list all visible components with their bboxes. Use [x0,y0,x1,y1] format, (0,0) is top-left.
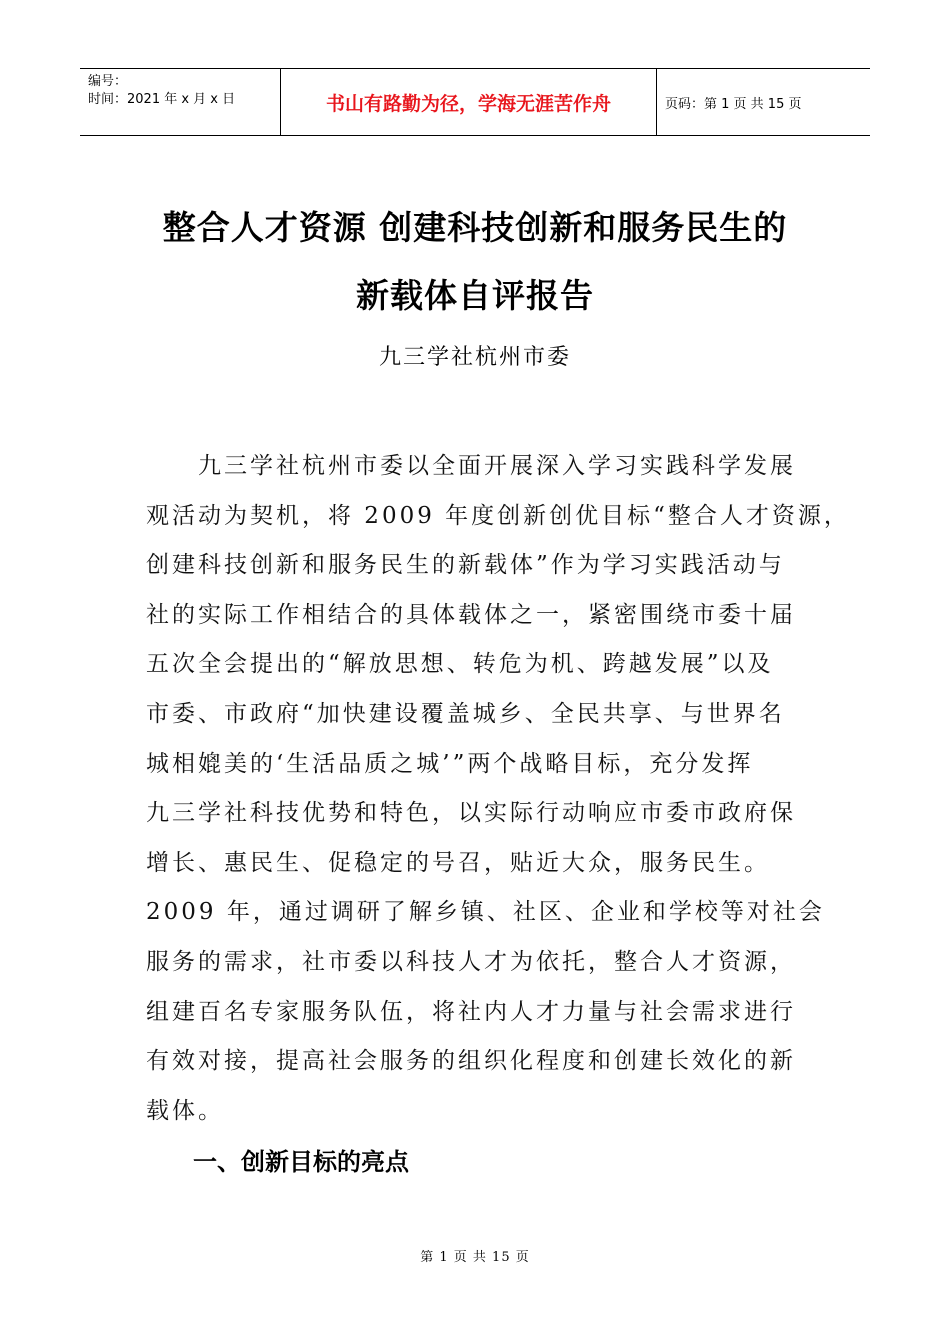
paragraph-line: 有效对接，提高社会服务的组织化程度和创建长效化的新 [146,1048,796,1075]
paragraph-line: 组建百名专家服务队伍，将社内人才力量与社会需求进行 [146,998,796,1025]
paragraph-line: 五次全会提出的“解放思想、转危为机、跨越发展”以及 [146,651,774,678]
header-meta-cell [80,69,281,135]
document-title-line-2: 新载体自评报告 [356,276,594,315]
paragraph-line: 社的实际工作相结合的具体载体之一，紧密围绕市委十届 [146,601,796,628]
header-page-info: 页码：第 1 页 共 15 页 [665,96,802,112]
paragraph-line: 九三学社科技优势和特色，以实际行动响应市委市政府保 [146,800,796,827]
paragraph-line: 观活动为契机，将 2009 年度创新创优目标“整合人才资源， [146,502,850,529]
document-number-label: 编号： [88,74,128,89]
header-motto: 书山有路勤为径，学海无涯苦作舟 [281,69,657,135]
paragraph-line: 载体。 [146,1097,224,1124]
document-date-label: 时间：2021 年 x 月 x 日 [88,92,236,107]
paragraph-line: 九三学社杭州市委以全面开展深入学习实践科学发展 [146,453,796,479]
paragraph-line: 2009 年，通过调研了解乡镇、社区、企业和学校等对社会 [146,899,825,926]
paragraph-line: 城相媲美的‘生活品质之城’”两个战略目标，充分发挥 [146,750,754,777]
paragraph-line: 服务的需求，社市委以科技人才为依托，整合人才资源， [146,949,796,975]
section-heading: 一、创新目标的亮点 [193,1148,409,1176]
document-title-line-1: 整合人才资源 创建科技创新和服务民生的 [162,208,788,247]
paragraph-line: 增长、惠民生、促稳定的号召，贴近大众，服务民生。 [146,849,770,876]
page-footer: 第 1 页 共 15 页 [420,1250,530,1265]
paragraph-line: 创建科技创新和服务民生的新载体”作为学习实践活动与 [146,552,785,579]
paragraph-line: 市委、市政府“加快建设覆盖城乡、全民共享、与世界名 [146,701,785,727]
author-organization: 九三学社杭州市委 [378,345,571,370]
header-table [80,68,870,136]
